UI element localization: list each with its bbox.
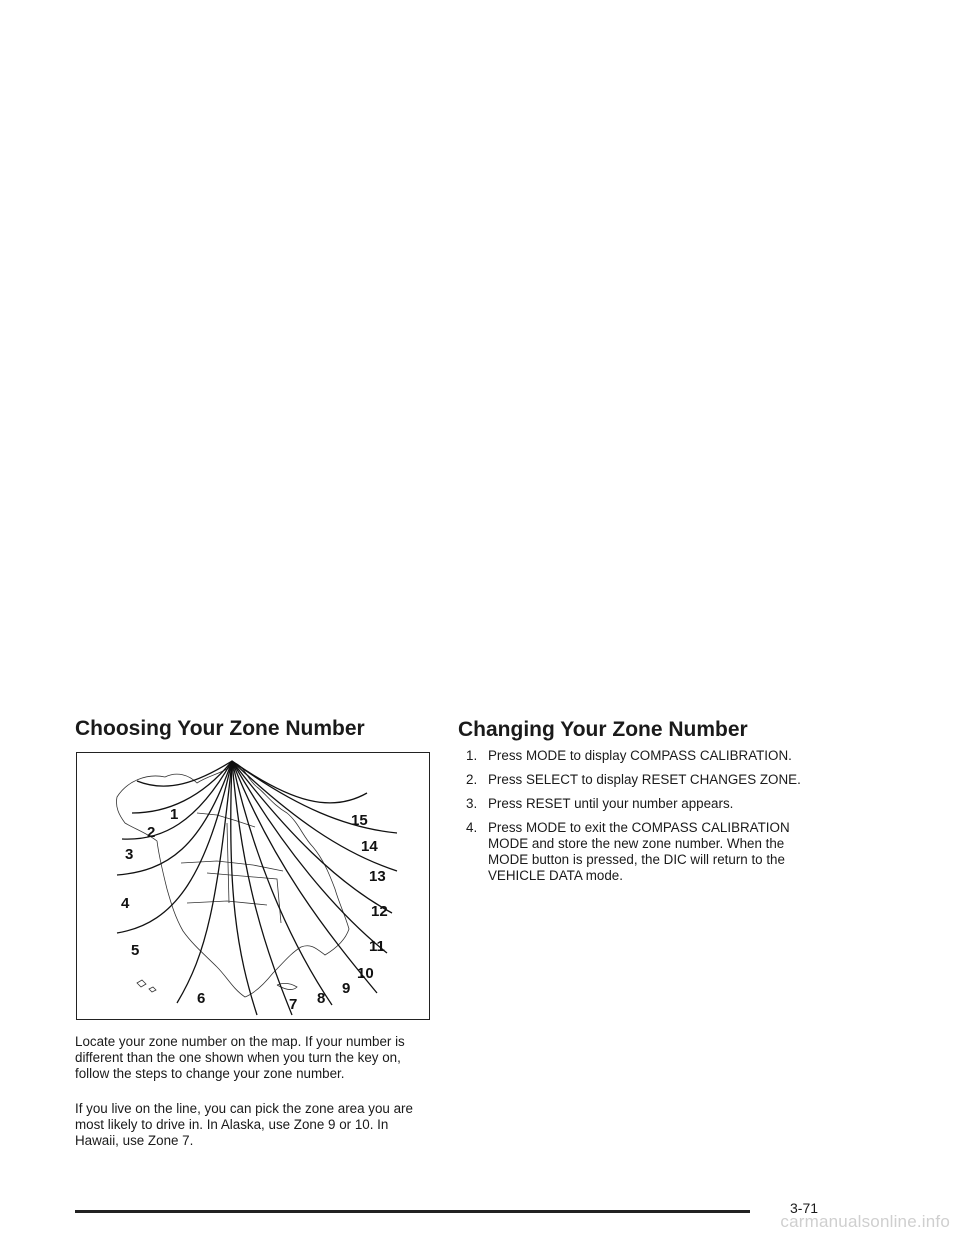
zone-label-3: 3 — [125, 846, 134, 863]
page-number: 3-71 — [790, 1200, 819, 1216]
zone-label-12: 12 — [371, 903, 388, 920]
zone-label-14: 14 — [361, 838, 378, 855]
step-text: Press SELECT to display RESET CHANGES ZONE. — [488, 772, 801, 787]
zone-label-13: 13 — [369, 868, 386, 885]
section-title-choosing-zone: Choosing Your Zone Number — [75, 717, 365, 740]
zone-label-5: 5 — [131, 942, 140, 959]
zone-boundary-lines — [117, 761, 397, 1015]
step-item — [466, 796, 826, 812]
compass-zone-map — [76, 752, 430, 1020]
zone-label-15: 15 — [351, 812, 368, 829]
zone-label-10: 10 — [357, 965, 374, 982]
zone-label-4: 4 — [121, 895, 130, 912]
zone-label-7: 7 — [289, 996, 298, 1013]
zone-change-steps — [466, 748, 826, 892]
zone-label-9: 9 — [342, 980, 351, 997]
zone-label-6: 6 — [197, 990, 206, 1007]
step-item — [466, 748, 826, 764]
zone-label-2: 2 — [147, 824, 156, 841]
step-item — [466, 772, 826, 788]
watermark: carmanualsonline.info — [780, 1212, 950, 1231]
zone-label-11: 11 — [369, 938, 385, 955]
step-text: Press RESET until your number appears. — [488, 796, 734, 811]
section-title-changing-zone: Changing Your Zone Number — [458, 718, 748, 741]
step-item — [466, 820, 826, 884]
footer-divider — [75, 1210, 750, 1213]
paragraph-line-zone: If you live on the line, you can pick the zone area you are most likely to drive in. In Alaska, use Zone 9 or 10. In Hawaii, use Zone 7. — [75, 1101, 413, 1148]
zone-label-1: 1 — [170, 806, 179, 823]
step-text: Press MODE to display COMPASS CALIBRATION. — [488, 748, 792, 763]
step-number: 4. — [466, 820, 478, 835]
step-text: Press MODE to exit the COMPASS CALIBRATION MODE and store the new zone number. When the MODE button is pressed, the DIC will return to the VEHICLE DATA mode. — [488, 820, 790, 883]
step-number: 3. — [466, 796, 478, 811]
step-number: 2. — [466, 772, 478, 787]
zone-label-8: 8 — [317, 990, 326, 1007]
step-number: 1. — [466, 748, 478, 763]
paragraph-locate-zone: Locate your zone number on the map. If your number is different than the one shown when you turn the key on, follow the steps to change your zone number. — [75, 1034, 405, 1081]
